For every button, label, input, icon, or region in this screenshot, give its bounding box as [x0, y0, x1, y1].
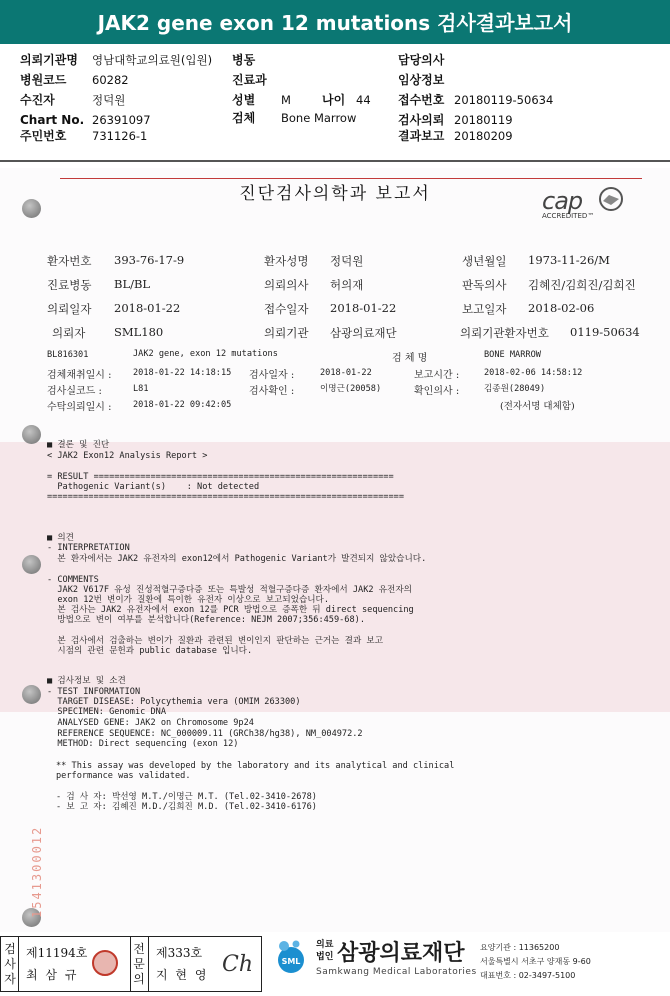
- interpretation-heading: - INTERPRETATION: [47, 543, 130, 553]
- org-english-name: Samkwang Medical Laboratories: [316, 967, 477, 977]
- cell-label: 환자번호: [47, 254, 92, 268]
- comments-heading: - COMMENTS: [47, 575, 99, 585]
- cell-value: SML180: [114, 325, 164, 339]
- interpretation-text: 본 환자에서는 JAK2 유전자의 exon12에서 Pathogenic Variant가 발견되지 않았습니다.: [47, 554, 427, 564]
- cell-label: 접수일자: [264, 302, 309, 316]
- institution-code: 요양기관 : 11365200: [480, 943, 560, 952]
- field-age: 나이 44: [322, 93, 371, 107]
- specialist-label: 전문의: [133, 942, 145, 986]
- divider: [18, 936, 19, 992]
- seal-stamp-icon: [92, 950, 118, 976]
- field-ward: 병동: [232, 53, 256, 67]
- cap-logo-text: cap: [542, 187, 583, 215]
- tester-label: 검사자: [4, 942, 16, 986]
- cell-label: 의뢰일자: [47, 302, 92, 316]
- test-info-line: REFERENCE SEQUENCE: NC_000009.11 (GRCh38/hg38), NM_004972.2: [47, 729, 363, 739]
- field-sex: 성별 M: [232, 93, 291, 107]
- comment-line: 방법으로 변이 여부를 분석합니다(Reference: NEJM 2007;356:459-68).: [47, 615, 366, 625]
- result-header: = RESULT ==========================================================: [47, 472, 394, 482]
- comment-line: exon 12번 변이가 질환에 특이한 유전자 이상으로 보고되었습니다.: [47, 595, 330, 605]
- exam-date-value: 2018-01-22: [320, 368, 372, 378]
- field-chart-no: Chart No. 26391097: [20, 113, 151, 127]
- field-hospital-code: 병원코드 60282: [20, 73, 129, 87]
- org-type-label: 의료: [316, 940, 334, 950]
- exam-date-label: 검사일자 :: [249, 370, 295, 381]
- test-name: JAK2 gene, exon 12 mutations: [133, 349, 278, 359]
- report-time-value: 2018-02-06 14:58:12: [484, 368, 583, 378]
- tester-name: 최 삼 규: [26, 968, 79, 982]
- reporter-line: - 보 고 자: 김혜진 M.D./김희진 M.D. (Tel.02-3410-6176): [56, 802, 317, 812]
- barcode-number: 1541300012: [30, 825, 44, 918]
- cap-seal-icon: [594, 186, 628, 212]
- field-institution: 의뢰기관명 영남대학교의료원(입원): [20, 53, 213, 67]
- field-report-date: 결과보고 20180209: [398, 129, 513, 143]
- confirm-value: 김종원(28049): [484, 384, 546, 394]
- punch-hole: [22, 199, 41, 218]
- room-value: L81: [133, 384, 149, 394]
- result-value: Pathogenic Variant(s) : Not detected: [47, 482, 260, 492]
- cell-label: 의뢰자: [52, 326, 86, 340]
- punch-hole: [22, 555, 41, 574]
- cell-value: 0119-50634: [570, 325, 640, 339]
- cell-value: BL/BL: [114, 277, 151, 291]
- receive-label: 수탁의뢰일시 :: [47, 402, 112, 413]
- report-title: 진단검사의학과 보고서: [239, 184, 431, 204]
- svg-text:SML: SML: [281, 957, 301, 966]
- field-resident-no: 주민번호 731126-1: [20, 129, 148, 143]
- sml-logo-icon: [272, 938, 310, 976]
- report-time-label: 보고시간 :: [414, 370, 460, 381]
- section-test-info-heading: ■ 검사정보 및 소견: [47, 676, 126, 686]
- test-info-line: TARGET DISEASE: Polycythemia vera (OMIM 263300): [47, 697, 301, 707]
- analysis-report-subtitle: < JAK2 Exon12 Analysis Report >: [47, 451, 208, 461]
- comment-line: 시점의 관련 문헌과 public database 입니다.: [47, 646, 253, 656]
- test-information-heading: - TEST INFORMATION: [47, 687, 141, 697]
- cell-label: 의뢰의사: [264, 278, 309, 292]
- cell-value: 삼광의료재단: [330, 326, 397, 340]
- org-type-label: 법인: [316, 952, 334, 962]
- test-info-line: METHOD: Direct sequencing (exon 12): [47, 739, 239, 749]
- cell-value: 정덕원: [330, 254, 364, 268]
- cell-value: 2018-02-06: [528, 301, 595, 315]
- org-address: 서울특별시 서초구 양재동 9-60: [480, 957, 591, 966]
- specimen-label: 검 체 명: [392, 353, 428, 364]
- header-divider: [0, 160, 670, 162]
- specimen-value: BONE MARROW: [484, 350, 541, 360]
- room-label: 검사실코드 :: [47, 386, 102, 397]
- cell-label: 보고일자: [462, 302, 507, 316]
- cell-label: 진료병동: [47, 278, 92, 292]
- collect-value: 2018-01-22 14:18:15: [133, 368, 232, 378]
- section-opinion-heading: ■ 의견: [47, 533, 74, 543]
- confirm-label: 확인의사 :: [414, 386, 460, 397]
- footer: [0, 932, 670, 996]
- cell-value: 393-76-17-9: [114, 253, 185, 267]
- org-phone: 대표번호 : 02-3497-5100: [480, 971, 576, 980]
- cell-value: 1973-11-26/M: [528, 253, 610, 267]
- divider: [148, 936, 149, 992]
- test-code: BL816301: [47, 350, 89, 360]
- org-name: 삼광의료재단: [337, 941, 465, 966]
- field-specimen: 검체 Bone Marrow: [232, 111, 357, 125]
- comment-line: 본 검사에서 검출하는 변이가 질환과 관련된 변이인지 판단하는 근거는 결과 보고: [47, 636, 384, 646]
- signature: Ch: [222, 952, 254, 977]
- test-info-line: SPECIMEN: Genomic DNA: [47, 707, 166, 717]
- cell-label: 의뢰기관: [264, 326, 309, 340]
- specialist-name: 지 현 영: [156, 968, 209, 982]
- cell-value: 김혜진/김희진/김희진: [528, 278, 636, 292]
- e-signature-note: (전자서명 대체함): [500, 401, 575, 412]
- cell-label: 의뢰기관환자번호: [460, 326, 549, 340]
- punch-hole: [22, 685, 41, 704]
- collect-label: 검체채취일시 :: [47, 370, 112, 381]
- cell-value: 허의재: [330, 278, 364, 292]
- validation-note: ** This assay was developed by the laboratory and its analytical and clinical: [56, 761, 455, 771]
- field-department: 진료과: [232, 73, 267, 87]
- cell-value: 2018-01-22: [114, 301, 181, 315]
- tester-license: 제11194호: [26, 946, 88, 960]
- field-doctor: 담당의사: [398, 53, 445, 67]
- cell-label: 환자성명: [264, 254, 309, 268]
- check-label: 검사확인 :: [249, 386, 295, 397]
- comment-line: 본 검사는 JAK2 유전자에서 exon 12를 PCR 방법으로 증폭한 뒤 direct sequencing: [47, 605, 414, 615]
- field-reception-no: 접수번호 20180119-50634: [398, 93, 554, 107]
- specialist-license: 제333호: [156, 946, 203, 960]
- validation-note: performance was validated.: [56, 771, 191, 781]
- receive-value: 2018-01-22 09:42:05: [133, 400, 232, 410]
- tester-line: - 검 사 자: 박선영 M.T./이명근 M.T. (Tel.02-3410-2678): [56, 792, 317, 802]
- divider: [130, 936, 131, 992]
- field-request-date: 검사의뢰 20180119: [398, 113, 513, 127]
- punch-hole: [22, 425, 41, 444]
- comment-line: JAK2 V617F 유성 진성적혈구증다증 또는 특발성 적혈구증다증 환자에서 JAK2 유전자의: [47, 585, 412, 595]
- result-footer: =====================================================================: [47, 492, 404, 502]
- test-info-line: ANALYSED GENE: JAK2 on Chromosome 9p24: [47, 718, 254, 728]
- cap-accredited-logo: [542, 186, 632, 222]
- cap-accredited-label: ACCREDITED™: [542, 212, 595, 220]
- check-value: 이명근(20058): [320, 384, 382, 394]
- cell-label: 판독의사: [462, 278, 507, 292]
- section-conclusion-heading: ■ 결론 및 진단: [47, 440, 110, 450]
- cell-label: 생년월일: [462, 254, 507, 268]
- cell-value: 2018-01-22: [330, 301, 397, 315]
- report-title-bar: JAK2 gene exon 12 mutations 검사결과보고서: [0, 0, 670, 44]
- field-patient: 수진자 정덕원: [20, 93, 126, 107]
- field-clinical-info: 임상정보: [398, 73, 445, 87]
